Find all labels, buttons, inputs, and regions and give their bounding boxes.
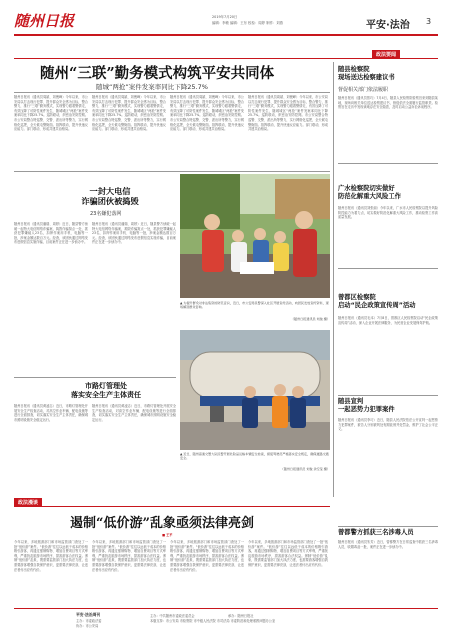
photo2-caption: ▲ 近日，随州高速交警大队民警开展危险品运输车辆安全检查，督促驾驶员严格落实安全规定，确保道路交通安全。 [180,452,329,461]
footer-mid-sponsor: 主办：中共随州市委政法委员会 [150,614,195,618]
lead-body-col-4: 随州日报讯（通讯员周斌、刘俊峰）今年以来，市公安局以打击现行犯罪、提升群众安全感为目标，整合警力，推行“三联”勤务模式，实现警力跟着警情走，有效压降了可防性案件发生，随城城区“两抢”案件发案率同比下降25.7%。巡防联动，织密治安防控网。市公安局整合特巡警、交警、派出所等警力，实行网格化巡逻，全天候屯警街面。指挥联动，提升快速反应能力。部门联动，形成共建共治格局。 [248,95,328,132]
footer-left-cosponsor: 协办：市公安局 [76,624,99,628]
photo2-credit: （随州日报通讯员 刘俊 余空莹 摄） [280,467,330,471]
lead-subhead: 随城“两抢”案件发案率同比下降25.7% [96,83,208,91]
right-divider-2 [338,268,438,269]
masthead [14,12,438,34]
city-divider [14,377,176,378]
city-body-col-1: 随州日报讯（通讯员黄凌志）近日，市路灯管理处开展安全生产检查活动，对高空作业车辆、配电设施等进行全面排查，切实落实安全生产主体责任，确保城市照明设施安全稳定运行。 [14,404,88,422]
tele-subhead: 23名嫌犯落网 [90,211,122,217]
right-story-d-headline: 随县宣判 一起恶势力犯罪案件 [338,398,395,413]
tele-divider [14,171,330,172]
footer-left-sponsor: 主办：市委政法委 [76,619,102,623]
section-name: 平安·法治 [366,20,410,31]
lead-body-col-2: 随州日报讯（通讯员周斌、刘俊峰）今年以来，市公安局以打击现行犯罪、提升群众安全感为目标，整合警力，推行“三联”勤务模式，实现警力跟着警情走，有效压降了可防性案件发生，随城城区“两抢”案件发案率同比下降25.7%。巡防联动，织密治安防控网。市公安局整合特巡警、交警、派出所等警力，实行网格化巡逻，全天候屯警街面。指挥联动，提升快速反应能力。部门联动，形成共建共治格局。 [92,95,166,132]
footer-left-title: 平安·法治周刊 [76,612,101,617]
lead-kicker: 政法要闻 [372,50,400,59]
city-headline: 市路灯管理处 落实安全生产主体责任 [71,382,141,399]
right-divider-3 [338,395,438,396]
photo1-caption: ▲ 为提升群众对非法集资的防范意识，近日，市公安局民警深入社区开展宣传活动，向居民发放宣传资料，现场解答群众咨询。 [180,301,329,310]
right-column-divider [333,62,334,497]
bottom-kicker: 政法漫谈 [14,498,42,507]
lead-body-col-1: 随州日报讯（通讯员周斌、刘俊峰）今年以来，市公安局以打击现行犯罪、提升群众安全感为目标，整合警力，推行“三联”勤务模式，实现警力跟着警情走，有效压降了可防性案件发生，随城城区“两抢”案件发案率同比下降25.7%。巡防联动，织密治安防控网。市公安局整合特巡警、交警、派出所等警力，实行网格化巡逻，全天候屯警街面。指挥联动，提升快速反应能力。部门联动，形成共建共治格局。 [14,95,88,132]
footer-mid-organizer: 承办：随州日报社 [228,614,254,618]
photo1-credit: （随州日报通讯员 刘俊 摄） [290,317,330,321]
lead-headline: 随州“三联”勤务模式构筑平安共同体 [40,65,275,82]
tele-body-col-2: 随州日报讯（通讯员潘瑞、周婷）近日，随县警方侦破一起特大电信网络诈骗案，捣毁诈骗窝点一处，抓获犯罪嫌疑人23名，扣押作案用手机、电脑等一批，涉案金额达数百万元。经查，该团伙通过网络发布虚假信息实施诈骗，目前案件正在进一步侦办中。 [92,222,176,245]
right-divider-1 [338,163,438,164]
city-body-col-2: 随州日报讯（通讯员黄凌志）近日，市路灯管理处开展安全生产检查活动，对高空作业车辆、配电设施等进行全面排查，切实落实安全生产主体责任，确保城市照明设施安全稳定运行。 [92,404,176,422]
date-line: 2019年7月20日 [212,15,238,19]
footer-supporters: 本版支持：市公安局 市检察院 市中级人民法院 市司法局 市委防范和处理邪教问题办公室 [150,619,276,623]
right-story-a-subhead: 督促相关部门依法履职 [338,87,389,93]
right-story-a-body: 随州日报讯（通讯员蔡巧）7月4日，随县人民检察院检察官来到随县某地，现场向相关单位送达检察建议书，督促依法全面履行监管职责。检察官在走访中发现该地存在安全隐患，及时启动公益诉讼诉前程序。 [338,96,438,110]
bottom-body-col-3: 今年以来，多地旅游部门和市场监管部门查处了一批“低价游”案件。“低价游”往往以远低于成本的价格吸引游客，再通过强制购物、增加自费项目等方式牟利，严重扰乱旅游市场秩序，损害游客合法权益。遏制“低价游”乱象，既需要监管部门加大执法力度，也需要游客增强自我保护意识，更需要法律亮剑，让违法者付出应有代价。 [170,540,244,572]
editors-line: 编辑：李敏 编辑：王东 校检：周婷 制作：刘燕 [212,21,284,25]
bottom-body-col-2: 今年以来，多地旅游部门和市场监管部门查处了一批“低价游”案件。“低价游”往往以远低于成本的价格吸引游客，再通过强制购物、增加自费项目等方式牟利，严重扰乱旅游市场秩序，损害游客合法权益。遏制“低价游”乱象，既需要监管部门加大执法力度，也需要游客增强自我保护意识，更需要法律亮剑，让违法者付出应有代价。 [92,540,166,572]
tele-headline: 一封大电信 诈骗团伙被捣毁 [81,186,139,206]
lead-rule [14,92,330,93]
right-divider-4 [338,526,438,527]
right-story-b-headline: 广水检察院切实做好 防范化解重大风险工作 [338,185,401,200]
right-story-b-body: 随州日报讯（通讯员刘张丽）今年以来，广水市人民检察院以提升风险防控能力为着力点，切实做好防范化解重大风险工作，推动检察工作高质量发展。 [338,206,438,220]
right-story-c-body: 随州日报讯（通讯员毛本）7月8日，曾都区人民检察院启动“民企政策宣传周”活动，深入企业开展法律服务，为民营企业发展保驾护航。 [338,316,438,325]
right-story-c-headline: 曾都区检察院 启动“民企政策宣传周”活动 [338,294,416,309]
right-story-a-headline: 随县检察院 现场送达检察建议书 [338,66,395,81]
community-outreach-photo [180,174,330,298]
bottom-headline: 遏制“低价游”乱象亟须法律亮剑 [70,516,254,531]
bottom-body-col-4: 今年以来，多地旅游部门和市场监管部门查处了一批“低价游”案件。“低价游”往往以远低于成本的价格吸引游客，再通过强制购物、增加自费项目等方式牟利，严重扰乱旅游市场秩序，损害游客合法权益。遏制“低价游”乱象，既需要监管部门加大执法力度，也需要游客增强自我保护意识，更需要法律亮剑，让违法者付出应有代价。 [248,540,328,567]
kicker-rule [14,58,438,59]
tanker-inspection-photo [180,330,330,450]
tele-body-col-1: 随州日报讯（通讯员潘瑞、周婷）近日，随县警方侦破一起特大电信网络诈骗案，捣毁诈骗窝点一处，抓获犯罪嫌疑人23名，扣押作案用手机、电脑等一批，涉案金额达数百万元。经查，该团伙通过网络发布虚假信息实施诈骗，目前案件正在进一步侦办中。 [14,222,88,245]
masthead-rule [14,34,438,36]
page-number: 3 [426,17,432,26]
right-story-e-headline: 曾都警方抓获三名涉毒人员 [338,529,414,536]
bottom-rule [14,506,330,507]
bottom-author: ■ 王平 [162,533,173,537]
lead-body-col-3: 随州日报讯（通讯员周斌、刘俊峰）今年以来，市公安局以打击现行犯罪、提升群众安全感为目标，整合警力，推行“三联”勤务模式，实现警力跟着警情走，有效压降了可防性案件发生，随城城区“两抢”案件发案率同比下降25.7%。巡防联动，织密治安防控网。市公安局整合特巡警、交警、派出所等警力，实行网格化巡逻，全天候屯警街面。指挥联动，提升快速反应能力。部门联动，形成共建共治格局。 [170,95,244,132]
bottom-body-col-1: 今年以来，多地旅游部门和市场监管部门查处了一批“低价游”案件。“低价游”往往以远低于成本的价格吸引游客，再通过强制购物、增加自费项目等方式牟利，严重扰乱旅游市场秩序，损害游客合法权益。遏制“低价游”乱象，既需要监管部门加大执法力度，也需要游客增强自我保护意识，更需要法律亮剑，让违法者付出应有代价。 [14,540,88,572]
paper-logo: 随州日报 [14,12,75,30]
right-story-d-body: 随州日报讯（通讯员李巧）近日，随县人民法院依法公开宣判一起恶势力犯罪案件，被告人分别被判处有期徒刑并处罚金，维护了社会公平正义。 [338,418,438,432]
right-story-e-body: 随州日报讯（通讯员朱芳）近日，曾都警方在日常巡查中抓获三名涉毒人员，收缴毒品一批，案件正在进一步侦办中。 [338,540,438,549]
footer-rule [14,608,438,609]
